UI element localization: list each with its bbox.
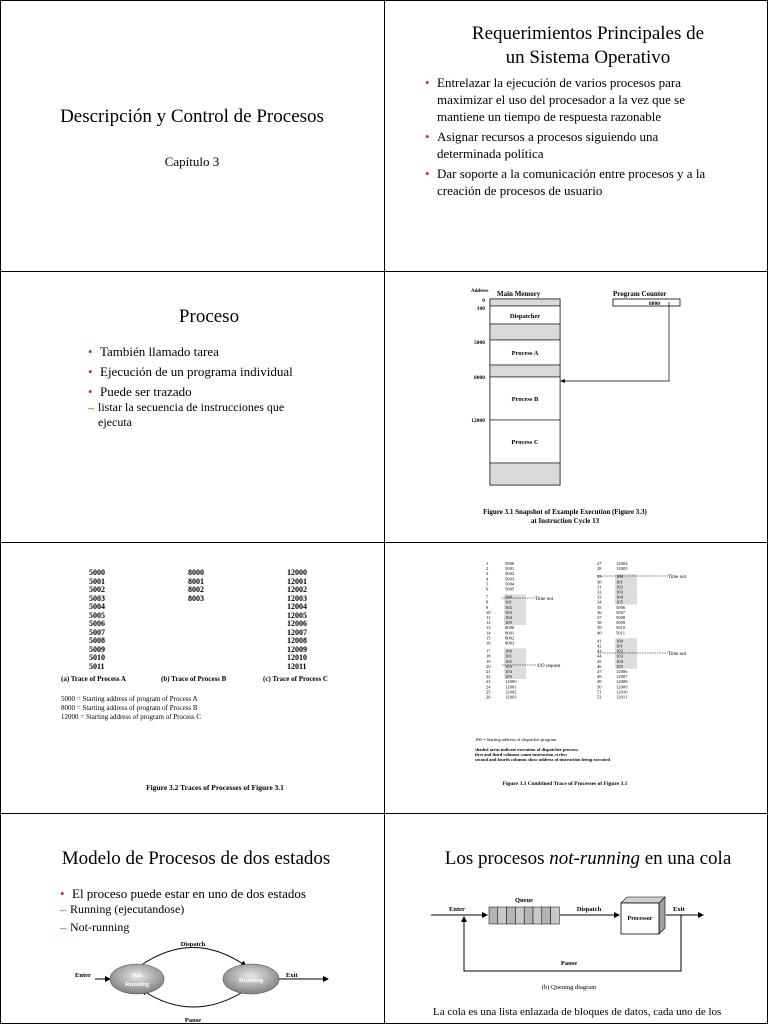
cycle-number: 25	[486, 689, 491, 695]
cycle-number: 5	[486, 581, 489, 587]
queue-cell	[533, 907, 542, 924]
pc-value: 8000	[649, 301, 660, 307]
cycle-number: 44	[597, 653, 602, 659]
instruction-address: 103	[505, 663, 512, 669]
queue-cell	[489, 907, 498, 924]
instruction-address: 12002	[505, 689, 517, 695]
instruction-address: 8003	[505, 640, 515, 646]
pause-arrow	[142, 990, 246, 1007]
cycle-number: 3	[486, 571, 489, 577]
instruction-address: 5004	[505, 581, 515, 587]
trace-note-1: 5000 = Starting address of program of Process A	[61, 695, 198, 703]
instruction-address: 12000	[505, 679, 517, 685]
process-b-label: Process B	[511, 396, 539, 403]
trace-note-3: 12000 = Starting address of program of Process C	[61, 713, 202, 721]
cycle-number: 38	[597, 620, 602, 626]
instruction-address: 103	[505, 609, 512, 615]
instruction-address: 8002	[505, 635, 515, 641]
cycle-number: 34	[597, 599, 602, 605]
figure-3-1-caption-2: at Instruction Cycle 13	[530, 517, 600, 525]
cycle-number: 48	[597, 674, 602, 680]
instruction-address: 100	[616, 574, 623, 580]
instruction-address: 100	[505, 648, 512, 654]
cycle-number: 31	[597, 584, 602, 590]
slide-3-title: Proceso	[178, 306, 240, 327]
cycle-number: 7	[486, 594, 489, 600]
figure-3-1-caption-1: Figure 3.1 Snapshot of Example Execution (Figure 3.3)	[483, 508, 647, 516]
memory-region-high	[490, 463, 560, 485]
memory-region-gap-1	[490, 324, 560, 340]
cycle-number: 16	[486, 640, 491, 646]
slide-3-bullet-3-text: Puede ser trazado	[100, 384, 192, 399]
queue-cell	[515, 907, 524, 924]
pc-pointer-line	[562, 302, 669, 381]
instruction-address: 105	[505, 620, 512, 626]
cycle-number: 47	[597, 669, 602, 674]
trace-address: 5003	[89, 593, 105, 603]
program-counter-label: Program Counter	[613, 290, 667, 298]
figure-3-2-caption: Figure 3.2 Traces of Processes of Figure 3.1	[146, 783, 284, 792]
combined-note-4: second and fourth columns show address of instruction being executed	[475, 757, 611, 762]
slide-3-bullets	[88, 343, 328, 433]
queue-cell	[524, 907, 533, 924]
cycle-number: 10	[486, 609, 491, 615]
queue-cell	[498, 907, 507, 924]
cycle-number: 12	[486, 620, 491, 626]
trace-address: 5000	[89, 568, 105, 577]
slide-5	[0, 543, 384, 813]
slide-1-subtitle: Capítulo 3	[164, 154, 220, 169]
trace-address: 8003	[188, 593, 204, 603]
instruction-address: 101	[616, 643, 623, 649]
instruction-address: 12004	[616, 561, 628, 566]
trace-address: 12010	[287, 653, 307, 662]
cycle-number: 32	[597, 589, 602, 595]
process-c-label: Process C	[511, 439, 539, 446]
instruction-address: 5005	[505, 586, 515, 592]
memory-region-gap-2	[490, 365, 560, 377]
trace-address: 5008	[89, 636, 105, 645]
trace-column-c	[287, 569, 307, 671]
program-counter-box	[613, 299, 680, 306]
instruction-address: 5009	[616, 620, 626, 626]
queuing-caption: (b) Queuing diagram	[541, 984, 597, 991]
cycle-number: 6	[486, 586, 489, 592]
trace-address: 12008	[287, 636, 307, 645]
processor-top	[621, 897, 665, 903]
enter-label: Enter	[75, 972, 91, 979]
instruction-address: 101	[505, 599, 512, 605]
instruction-address: 5002	[505, 571, 515, 577]
timeout-label-3: Time out	[668, 652, 687, 657]
queue-enter-label: Enter	[449, 906, 465, 913]
instruction-address: 5006	[616, 604, 626, 610]
cycle-number: 8	[486, 599, 489, 605]
instruction-address: 12001	[505, 684, 517, 690]
cycle-number: 26	[486, 694, 491, 700]
instruction-address: 12006	[616, 669, 628, 674]
queue-cell	[551, 907, 560, 924]
cycle-number: 24	[486, 684, 491, 690]
instruction-address: 104	[505, 615, 512, 620]
pc-pointer-arrowhead	[560, 379, 565, 383]
slide-1-title: Descripción y Control de Procesos	[60, 106, 324, 127]
cycle-number: 14	[486, 630, 491, 636]
cycle-number: 36	[597, 609, 602, 615]
not-running-label-1: Not	[131, 972, 143, 979]
cycle-number: 11	[486, 615, 491, 620]
processor-exit-label: Exit	[673, 906, 685, 913]
trace-address: 12002	[287, 585, 307, 594]
addr-12000: 12000	[471, 418, 485, 424]
cycle-number: 50	[597, 684, 602, 690]
instruction-address: 105	[505, 674, 512, 680]
addr-0: 0	[482, 298, 485, 304]
cycle-number: 13	[486, 625, 491, 631]
queue-cell	[542, 907, 551, 924]
cycle-number: 27	[597, 561, 602, 566]
slide-6	[385, 543, 768, 813]
trace-note-2: 8000 = Starting address of program of Process B	[61, 704, 198, 712]
not-running-state	[110, 964, 164, 994]
cycle-number: 2	[486, 566, 489, 572]
trace-notes	[61, 695, 201, 722]
slide-8-title-em: not-running	[549, 848, 640, 869]
instruction-address: 103	[616, 589, 623, 595]
cycle-number: 9	[486, 604, 489, 610]
instruction-address: 101	[505, 653, 512, 659]
trace-address: 8000	[188, 568, 204, 577]
slide-2-bullet-2: • Asignar recursos a procesos siguiendo una determinada política	[425, 128, 725, 162]
slide-8	[385, 814, 768, 1024]
cycle-number: 43	[597, 648, 602, 654]
trace-address: 5005	[89, 610, 105, 620]
trace-address: 5010	[89, 653, 105, 662]
trace-c-label: (c) Trace of Process C	[263, 675, 328, 683]
trace-address: 8001	[188, 576, 204, 586]
instruction-address: 104	[616, 594, 623, 600]
trace-column-b	[188, 569, 204, 603]
combined-note-1: 100 = Starting address of dispatcher program	[475, 737, 557, 742]
instruction-address: 8001	[505, 630, 515, 636]
cycle-number: 40	[597, 630, 602, 636]
addr-5000: 5000	[474, 340, 485, 346]
slide-2-title-line2: un Sistema Operativo	[505, 47, 671, 68]
instruction-address: 103	[616, 653, 623, 659]
slide-2-bullet-1: • Entrelazar la ejecución de varios procesos para maximizar el uso del procesador a la vez que se mantiene un tiempo de respuesta razonable	[425, 74, 725, 125]
memory-region-low	[490, 299, 560, 306]
instruction-address: 8000	[505, 625, 515, 631]
trace-address: 8002	[188, 585, 204, 594]
address-label: Address	[471, 289, 489, 294]
queue-cell	[507, 907, 516, 924]
cycle-number: 41	[597, 638, 602, 644]
slide-7-bullet-1-text: El proceso puede estar en uno de dos estados	[72, 886, 306, 901]
instruction-address: 102	[505, 658, 512, 664]
combined-trace-right	[597, 561, 637, 700]
instruction-address: 12007	[616, 674, 628, 680]
trace-address: 12006	[287, 619, 307, 628]
timeout-label-1: Time out	[535, 597, 554, 602]
slide-3-subbullet-1: – listar la secuencia de instrucciones que ejecuta	[88, 400, 316, 430]
slide-1	[0, 0, 384, 271]
slide-8-title-a: Los procesos	[444, 848, 550, 869]
trace-a-label: (a) Trace of Process A	[61, 675, 126, 683]
combined-trace-figure	[385, 543, 768, 813]
slide-7-subbullet-2: – Not-running	[60, 920, 348, 935]
instruction-address: 5008	[616, 615, 626, 620]
instruction-address: 12010	[616, 689, 628, 695]
cycle-number: 29	[597, 574, 602, 580]
instruction-address: 12008	[616, 679, 628, 685]
dispatcher-label: Dispatcher	[509, 313, 541, 320]
memory-snapshot-figure	[385, 272, 768, 542]
trace-address: 12004	[287, 602, 307, 611]
queue-label: Queue	[514, 897, 534, 904]
slide-7	[0, 814, 384, 1024]
cycle-number: 35	[597, 604, 602, 610]
cycle-number: 51	[597, 689, 602, 695]
main-memory-label: Main Memory	[497, 290, 541, 298]
instruction-address: 105	[616, 663, 623, 669]
processor-label: Processor	[627, 916, 653, 922]
exit-label: Exit	[286, 972, 298, 979]
instruction-address: 102	[616, 648, 623, 654]
cycle-number: 15	[486, 635, 491, 641]
addr-8000: 8000	[474, 375, 485, 381]
io-request-label: I/O request	[538, 664, 561, 669]
cycle-number: 30	[597, 579, 602, 585]
process-a-label: Process A	[511, 350, 539, 357]
cycle-number: 18	[486, 653, 491, 659]
slide-3-bullet-1: • También llamado tarea	[88, 343, 328, 360]
not-running-label-2: Running	[124, 981, 150, 988]
slide-3-subbullets	[100, 400, 328, 430]
instruction-address: 12003	[505, 694, 517, 700]
cycle-number: 42	[597, 643, 602, 649]
trace-column-a	[89, 569, 105, 671]
cycle-number: 28	[597, 566, 602, 572]
trace-b-label: (b) Trace of Process B	[161, 675, 227, 683]
slide-3-bullet-3	[88, 383, 328, 430]
cycle-number: 4	[486, 576, 489, 582]
instruction-address: 100	[616, 638, 623, 644]
queue-dispatch-label: Dispatch	[576, 906, 602, 913]
instruction-address: 101	[616, 579, 623, 585]
instruction-address: 12005	[616, 566, 628, 572]
trace-address: 5009	[89, 644, 105, 654]
instruction-address: 105	[616, 599, 623, 605]
trace-address: 5002	[89, 585, 105, 594]
instruction-address: 12009	[616, 684, 628, 690]
trace-address: 12005	[287, 610, 307, 620]
dispatch-label: Dispatch	[180, 941, 206, 948]
trace-address: 12009	[287, 644, 307, 654]
cycle-number: 19	[486, 658, 491, 664]
instruction-address: 5000	[505, 561, 515, 566]
instruction-address: 5003	[505, 576, 515, 582]
slide-8-title-b: en una cola	[640, 848, 732, 869]
trace-address: 5007	[89, 627, 105, 637]
cycle-number: 33	[597, 594, 602, 600]
slide-2-bullets	[425, 74, 725, 202]
combined-note-3: first and third columns count instruction cycles;	[475, 752, 568, 757]
slide-8-text: La cola es una lista enlazada de bloques de datos, cada uno de los	[433, 1006, 722, 1018]
instruction-address: 5010	[616, 625, 626, 631]
instruction-address: 12011	[616, 694, 628, 700]
instruction-address: 5007	[616, 609, 626, 615]
trace-address: 12007	[287, 627, 307, 637]
queue-pause-label: Pause	[560, 960, 578, 967]
trace-address: 5001	[89, 576, 105, 586]
instruction-address: 5001	[505, 566, 515, 572]
trace-address: 5004	[89, 602, 105, 611]
slide-7-title: Modelo de Procesos de dos estados	[61, 848, 331, 869]
addr-100: 100	[476, 306, 485, 312]
combined-trace-left	[486, 561, 526, 700]
running-label: Running	[238, 977, 264, 984]
instruction-address: 104	[505, 669, 512, 674]
cycle-number: 17	[486, 648, 491, 654]
instruction-address: 104	[616, 658, 623, 664]
cycle-number: 1	[486, 561, 489, 566]
trace-address: 12001	[287, 576, 307, 586]
cycle-number: 52	[597, 694, 602, 700]
slide-2-bullet-3: • Dar soporte a la comunicación entre procesos y a la creación de procesos de usuario	[425, 165, 725, 199]
instruction-address: 102	[505, 604, 512, 610]
instruction-address: 5011	[616, 630, 626, 636]
cycle-number: 39	[597, 625, 602, 631]
trace-address: 12000	[287, 568, 307, 577]
slide-2-title-line1: Requerimientos Principales de	[471, 23, 705, 44]
queue-cells	[489, 907, 559, 924]
trace-address: 12011	[287, 661, 307, 671]
two-state-diagram	[0, 814, 384, 1024]
processor-side	[659, 897, 665, 934]
cycle-number: 49	[597, 679, 602, 685]
slide-2-title	[385, 22, 768, 70]
figure-3-3-caption: Figure 3.3 Combined Trace of Processes of Figure 3.1	[502, 781, 628, 787]
slide-3	[0, 272, 384, 542]
dispatch-arrow	[140, 948, 246, 967]
trace-address: 5006	[89, 619, 105, 628]
combined-note-2: shaded areas indicate execution of dispatcher process;	[475, 747, 579, 752]
cycle-number: 21	[486, 669, 491, 674]
cycle-number: 45	[597, 658, 602, 664]
pause-label: Pause	[184, 1017, 202, 1024]
instruction-address: 102	[616, 584, 623, 590]
trace-address: 5011	[89, 661, 105, 671]
cycle-number: 46	[597, 663, 602, 669]
queuing-diagram	[385, 814, 768, 1024]
timeout-label-2: Time out	[668, 575, 687, 580]
cycle-number: 20	[486, 663, 491, 669]
slide-7-subbullet-1: – Running (ejecutandose)	[60, 902, 348, 917]
trace-address: 12003	[287, 593, 307, 603]
cycle-number: 37	[597, 615, 602, 620]
cycle-number: 23	[486, 679, 491, 685]
instruction-address: 100	[505, 594, 512, 600]
slide-2	[385, 0, 768, 271]
slide-4	[385, 272, 768, 542]
cycle-number: 22	[486, 674, 491, 680]
slide-3-bullet-2: • Ejecución de un programa individual	[88, 363, 328, 380]
